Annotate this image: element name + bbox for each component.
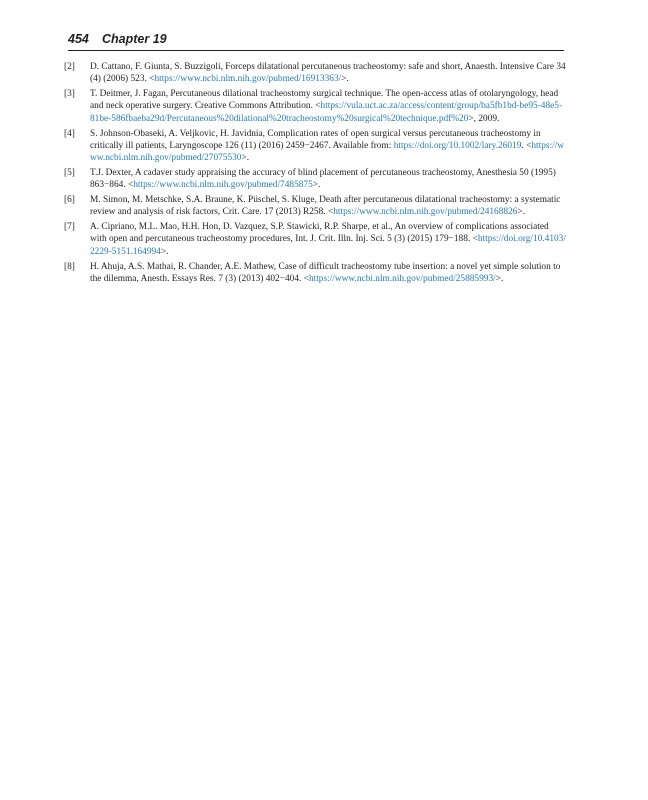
reference-item [64,88,566,125]
reference-link[interactable]: https://doi.org/10.4103/2229-5151.164994 [90,234,566,257]
reference-number: [4] [64,128,75,139]
reference-link[interactable]: https://www.ncbi.nlm.nih.gov/pubmed/25885993/ [308,273,496,284]
reference-tail: >. [312,180,321,191]
reference-link[interactable]: https://www.ncbi.nlm.nih.gov/pubmed/7485875 [133,180,313,191]
reference-item [64,61,566,86]
reference-item [64,221,566,258]
reference-text: D. Cattano, F. Giunta, S. Buzzigoli, Forceps dilatational percutaneous tracheostomy: safe and short, Anaesth. Intensive Care 34 (4) (2006) 523. < [90,62,566,85]
reference-list [64,61,566,288]
reference-number: [2] [64,62,75,72]
reference-link-secondary[interactable]: https://www.ncbi.nlm.nih.gov/pubmed/27075530 [90,140,565,164]
reference-item [64,194,566,219]
reference-link[interactable]: https://doi.org/10.1002/lary.26019 [393,140,522,151]
reference-text: T. Deitmer, J. Fagan, Percutaneous dilational tracheostomy surgical technique. The open-access atlas of otolaryngology, head and neck operative surgery. Creative Commons Attribution. < [90,89,559,112]
reference-tail: >. [495,273,504,284]
reference-item [64,167,566,192]
reference-text: S. Johnson-Obaseki, A. Veljkovic, H. Javidnia, Complication rates of open surgical versus percutaneous tracheostomy in critically ill patients, Laryngoscope 126 (11) (2016) 2459−2467. Available from: [90,128,541,151]
page-number: 454 [68,32,89,46]
running-header [68,30,564,51]
reference-number: [3] [64,89,75,100]
reference-text: M. Simon, M. Metschke, S.A. Braune, K. Püschel, S. Kluge, Death after percutaneous dilatational tracheostomy: a systematic review and analysis of risk factors, Crit. Care. 17 (2013) R258. < [90,195,561,218]
reference-number: [8] [64,261,75,272]
reference-mid: . < [521,140,532,151]
reference-number: [5] [64,167,75,178]
chapter-title: Chapter 19 [102,32,167,46]
reference-tail: >. [341,74,349,85]
reference-item [64,128,566,165]
reference-link[interactable]: https://www.ncbi.nlm.nih.gov/pubmed/24168826 [333,207,518,218]
reference-number: [6] [64,195,75,205]
reference-number: [7] [64,222,75,233]
reference-text: A. Cipriano, M.L. Mao, H.H. Hon, D. Vazquez, S.P. Stawicki, R.P. Sharpe, et al., An overview of complications associated with open and percutaneous tracheostomy procedures, Int. J. Crit. Illn. Inj. Sci. 5 (3) (2015) 179−188. < [90,222,549,245]
reference-tail: >. [241,153,250,164]
reference-text: T.J. Dexter, A cadaver study appraising the accuracy of blind placement of percutaneous tracheostomy, Anesthesia 50 (1995) 863−864. < [90,167,556,191]
reference-link[interactable]: https://vula.uct.ac.za/access/content/group/ba5fb1bd-be95-48e5-81be-586fbaeba29d/Percutaneous%20dilational%20tracheostomy%20surgical%20technique.pdf%20 [90,101,563,124]
reference-tail: >. [160,246,169,257]
reference-tail: >. [517,207,526,218]
reference-text: H. Ahuja, A.S. Mathai, R. Chander, A.E. Mathew, Case of difficult tracheostomy tube insertion: a novel yet simple solution to the dilemma, Anesth. Essays Res. 7 (3) (2013) 402−404. < [90,261,561,284]
reference-tail: >, 2009. [468,113,500,124]
reference-link[interactable]: https://www.ncbi.nlm.nih.gov/pubmed/16913363/ [154,74,342,85]
reference-item [64,261,566,286]
